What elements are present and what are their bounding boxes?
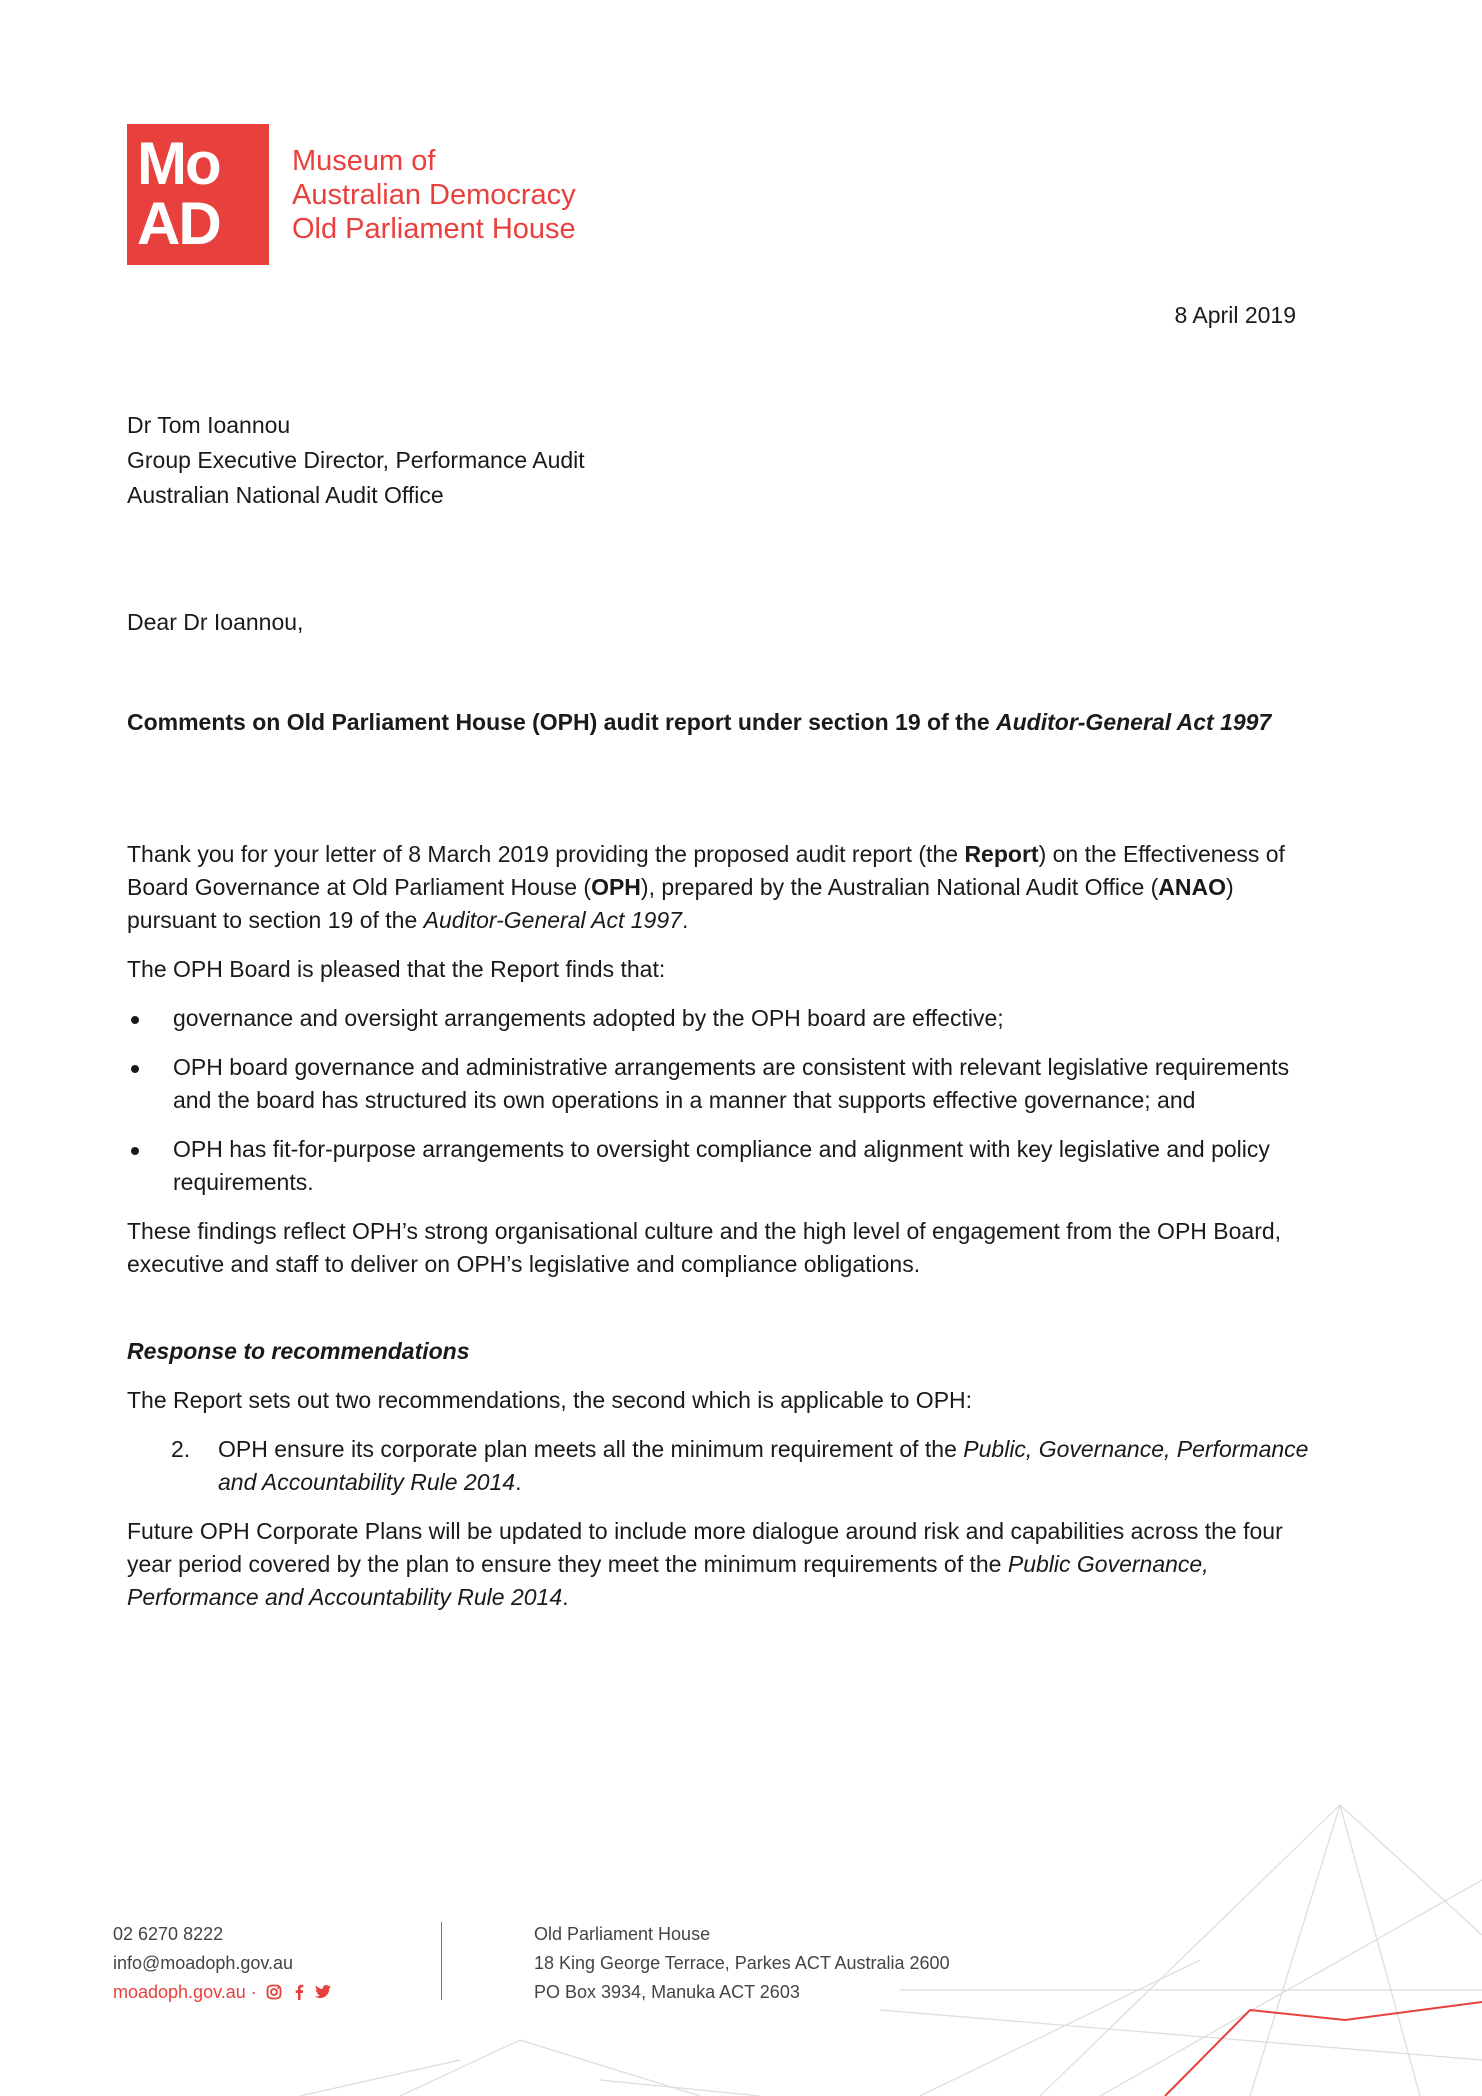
response-end: . (562, 1584, 569, 1610)
finding-text: OPH has fit-for-purpose arrangements to oversight compliance and alignment with key legislative and policy requirements. (173, 1136, 1270, 1195)
subject-line (127, 706, 1307, 739)
paragraph-response (127, 1515, 1312, 1614)
salutation: Dear Dr Ioannou, (127, 609, 304, 635)
para1-text: ) pursuant to section 19 of the (127, 874, 1234, 933)
recommendation-text: OPH ensure its corporate plan meets all the minimum requirement of the (218, 1436, 964, 1462)
footer (0, 1900, 1482, 2096)
list-item (127, 1133, 1312, 1199)
recommendation-rule: Public, Governance, Performance and Accountability Rule 2014 (218, 1436, 1309, 1495)
para1-bold-report: Report (964, 841, 1039, 867)
paragraph-findings-summary: These findings reflect OPH’s strong organisational culture and the high level of engagement from the OPH Board, executive and staff to deliver on OPH’s legislative and compliance obligations. (127, 1218, 1282, 1277)
bullet-icon (131, 1016, 139, 1024)
para1-bold-oph: OPH (591, 874, 641, 900)
footer-web-row (113, 1978, 332, 2007)
recipient-org: Australian National Audit Office (127, 482, 444, 508)
logo-name-line1: Museum of (292, 145, 436, 177)
logo-wordmark (292, 144, 576, 246)
para1-text: ), prepared by the Australian National Audit Office ( (640, 874, 1159, 900)
bullet-icon (131, 1147, 139, 1155)
logo-name-line2: Australian Democracy (292, 179, 576, 211)
recipient-title: Group Executive Director, Performance Audit (127, 447, 585, 473)
footer-address-line3: PO Box 3934, Manuka ACT 2603 (534, 1982, 800, 2002)
paragraph-intro (127, 838, 1312, 937)
para1-text: Thank you for your letter of 8 March 2019 providing the proposed audit report (the (127, 841, 965, 867)
footer-separator: · (250, 1982, 257, 2002)
response-rule: Public Governance, Performance and Accountability Rule 2014 (127, 1551, 1209, 1610)
logo-name-line3: Old Parliament House (292, 213, 576, 245)
list-item (127, 1051, 1312, 1117)
footer-contact (113, 1920, 332, 2007)
finding-text: governance and oversight arrangements adopted by the OPH board are effective; (173, 1005, 1004, 1031)
letter-date: 8 April 2019 (1174, 302, 1296, 328)
footer-address-line1: Old Parliament House (534, 1924, 711, 1944)
para1-text: . (681, 907, 689, 933)
facebook-icon[interactable] (293, 1984, 305, 2000)
footer-address-line2: 18 King George Terrace, Parkes ACT Australia 2600 (534, 1953, 950, 1973)
para1-bold-anao: ANAO (1158, 874, 1227, 900)
letter-body (127, 838, 1312, 1630)
recipient-address (127, 408, 585, 513)
paragraph-recommendations-intro: The Report sets out two recommendations, the second which is applicable to OPH: (127, 1387, 973, 1413)
paragraph-findings-intro: The OPH Board is pleased that the Report finds that: (127, 956, 666, 982)
subject-text: Comments on Old Parliament House (OPH) audit report under section 19 of the (127, 709, 997, 735)
para1-italic-act: Auditor-General Act 1997 (423, 907, 682, 933)
footer-email[interactable]: info@moadoph.gov.au (113, 1953, 294, 1973)
twitter-icon[interactable] (314, 1984, 332, 2000)
logo-mo: Mo (137, 130, 220, 197)
bullet-icon (131, 1065, 139, 1073)
footer-address (534, 1920, 950, 2007)
recommendation-item (127, 1433, 1312, 1499)
instagram-icon[interactable] (266, 1984, 282, 2000)
findings-list (127, 1002, 1312, 1199)
recommendation-end: . (515, 1469, 522, 1495)
footer-website-link[interactable]: moadoph.gov.au (113, 1982, 246, 2002)
recommendation-number: 2. (171, 1436, 191, 1462)
subject-act: Auditor-General Act 1997 (996, 709, 1272, 735)
footer-divider (441, 1922, 442, 2000)
logo-ad: AD (137, 190, 220, 257)
moad-logo (127, 124, 269, 265)
recipient-name: Dr Tom Ioannou (127, 412, 291, 438)
response-text: Future OPH Corporate Plans will be updated to include more dialogue around risk and capabilities across the four year period covered by the plan to ensure they meet the minimum requirements of the (127, 1518, 1283, 1577)
list-item (127, 1002, 1312, 1035)
finding-text: OPH board governance and administrative arrangements are consistent with relevant legislative requirements and the board has structured its own operations in a manner that supports effective governance; and (173, 1054, 1290, 1113)
response-heading: Response to recommendations (127, 1338, 470, 1364)
footer-phone: 02 6270 8222 (113, 1924, 224, 1944)
para1-text: ) on the Effectiveness of Board Governance at Old Parliament House ( (127, 841, 1285, 900)
